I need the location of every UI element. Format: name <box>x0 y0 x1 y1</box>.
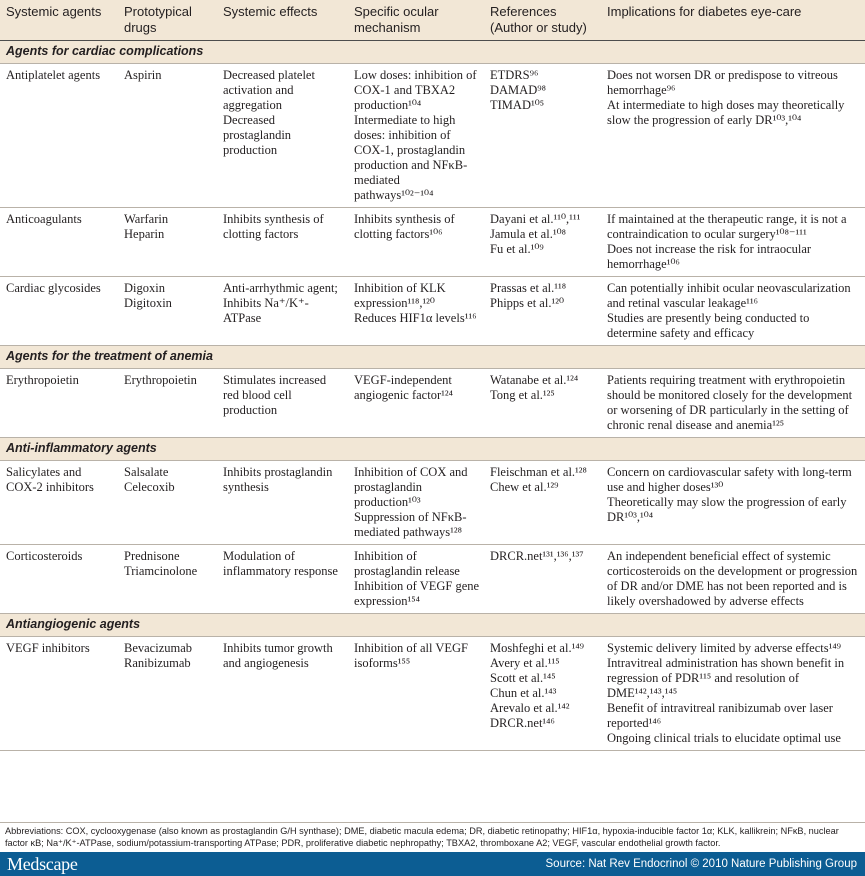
cell-text: Inhibition of COX and prostaglandin production¹⁰³ <box>354 464 468 509</box>
cell-text: If maintained at the therapeutic range, it is not a contraindication to ocular surgery¹⁰⁸⁻¹¹¹ <box>607 211 847 241</box>
cell-text: Prednisone <box>124 548 180 563</box>
section-label: Anti-inflammatory agents <box>0 437 865 460</box>
cell-systemic-agents <box>0 460 118 544</box>
cell-text: Inhibits synthesis of clotting factors <box>223 211 324 241</box>
header-label: (Author or study) <box>490 19 587 35</box>
cell-references <box>484 460 601 544</box>
header-label: Systemic agents <box>6 4 102 19</box>
cell-text: Benefit of intravitreal ranibizumab over laser reported¹⁴⁶ <box>607 700 833 730</box>
cell-ocular-mechanism <box>348 276 484 345</box>
cell-text: DRCR.net¹⁴⁶ <box>490 715 555 730</box>
header-label: References <box>490 4 557 19</box>
cell-ocular-mechanism <box>348 460 484 544</box>
cell-text: Phipps et al.¹²⁰ <box>490 295 564 310</box>
cell-text: Theoretically may slow the progression of early DR¹⁰³,¹⁰⁴ <box>607 494 847 524</box>
cell-text: Avery et al.¹¹⁵ <box>490 655 560 670</box>
header-label: Implications for diabetes eye-care <box>607 4 802 19</box>
source-credit: Source: Nat Rev Endocrinol © 2010 Nature Publishing Group <box>545 858 857 870</box>
cell-references <box>484 636 601 750</box>
cell-text: Intermediate to high doses: inhibition of COX-1, prostaglandin production and NFκB-mediated pathways¹⁰²⁻¹⁰⁴ <box>354 112 468 202</box>
cell-implications <box>601 276 865 345</box>
cell-text: Moshfeghi et al.¹⁴⁹ <box>490 640 585 655</box>
header-label: Prototypical <box>124 4 192 19</box>
cell-systemic-effects <box>217 207 348 276</box>
cell-text: VEGF inhibitors <box>6 640 90 655</box>
footer-bar <box>0 852 865 876</box>
cell-text: Reduces HIF1α levels¹¹⁶ <box>354 310 477 325</box>
table-row <box>0 544 865 613</box>
cell-text: Erythropoietin <box>6 372 79 387</box>
cell-text: Concern on cardiovascular safety with long-term use and higher doses¹³⁰ <box>607 464 852 494</box>
cell-text: Inhibition of KLK expression¹¹⁸,¹²⁰ <box>354 280 446 310</box>
cell-systemic-effects <box>217 276 348 345</box>
cell-text: Arevalo et al.¹⁴² <box>490 700 570 715</box>
header-label: drugs <box>124 19 157 35</box>
cell-text: Tong et al.¹²⁵ <box>490 387 555 402</box>
cell-text: ETDRS⁹⁶ <box>490 67 539 82</box>
table-row <box>0 460 865 544</box>
cell-text: Antiplatelet agents <box>6 67 101 82</box>
cell-ocular-mechanism <box>348 544 484 613</box>
cell-ocular-mechanism <box>348 636 484 750</box>
cell-text: Corticosteroids <box>6 548 83 563</box>
cell-text: Jamula et al.¹⁰⁸ <box>490 226 566 241</box>
cell-text: Fu et al.¹⁰⁹ <box>490 241 544 256</box>
cell-references <box>484 544 601 613</box>
cell-text: Erythropoietin <box>124 372 197 387</box>
cell-systemic-effects <box>217 368 348 437</box>
cell-systemic-effects <box>217 544 348 613</box>
header-label: Specific ocular <box>354 4 439 19</box>
cell-text: Scott et al.¹⁴⁵ <box>490 670 556 685</box>
table-row <box>0 276 865 345</box>
cell-text: Chun et al.¹⁴³ <box>490 685 557 700</box>
section-header-row <box>0 613 865 636</box>
cell-text: Decreased prostaglandin production <box>223 112 292 157</box>
column-header-implications <box>601 0 865 40</box>
cell-text: Suppression of NFκB-mediated pathways¹²⁸ <box>354 509 467 539</box>
table-header <box>0 0 865 40</box>
cell-text: Digitoxin <box>124 295 172 310</box>
cell-systemic-agents <box>0 544 118 613</box>
cell-text: Prassas et al.¹¹⁸ <box>490 280 567 295</box>
cell-ocular-mechanism <box>348 368 484 437</box>
cell-prototypical-drugs <box>118 276 217 345</box>
cell-text: Studies are presently being conducted to determine safety and efficacy <box>607 310 810 340</box>
cell-text: Inhibits prostaglandin synthesis <box>223 464 333 494</box>
cell-systemic-agents <box>0 636 118 750</box>
cell-prototypical-drugs <box>118 460 217 544</box>
column-header-ocular-mechanism <box>348 0 484 40</box>
cell-text: Stimulates increased red blood cell production <box>223 372 327 417</box>
cell-text: Does not worsen DR or predispose to vitreous hemorrhage⁹⁶ <box>607 67 838 97</box>
section-header-row <box>0 437 865 460</box>
cell-text: Modulation of inflammatory response <box>223 548 338 578</box>
cell-text: VEGF-independent angiogenic factor¹²⁴ <box>354 372 453 402</box>
section-label: Antiangiogenic agents <box>0 613 865 636</box>
column-header-systemic-agents <box>0 0 118 40</box>
cell-text: Inhibition of all VEGF isoforms¹⁵⁵ <box>354 640 469 670</box>
cell-text: Celecoxib <box>124 479 175 494</box>
cell-text: Aspirin <box>124 67 162 82</box>
cell-systemic-effects <box>217 636 348 750</box>
cell-systemic-agents <box>0 276 118 345</box>
cell-systemic-agents <box>0 207 118 276</box>
cell-text: Can potentially inhibit ocular neovascularization and retinal vascular leakage¹¹⁶ <box>607 280 851 310</box>
cell-text: Fleischman et al.¹²⁸ <box>490 464 587 479</box>
cell-text: Salicylates and COX-2 inhibitors <box>6 464 94 494</box>
cell-references <box>484 276 601 345</box>
cell-text: Dayani et al.¹¹⁰,¹¹¹ <box>490 211 581 226</box>
cell-text: Anti-arrhythmic agent; Inhibits Na⁺/K⁺-ATPase <box>223 280 338 325</box>
cell-text: Low doses: inhibition of COX-1 and TBXA2 production¹⁰⁴ <box>354 67 477 112</box>
cell-text: Ongoing clinical trials to elucidate optimal use <box>607 730 841 745</box>
cell-implications <box>601 636 865 750</box>
cell-implications <box>601 368 865 437</box>
cell-implications <box>601 207 865 276</box>
column-header-prototypical-drugs <box>118 0 217 40</box>
cell-text: Inhibits synthesis of clotting factors¹⁰⁶ <box>354 211 455 241</box>
cell-text: Inhibition of prostaglandin release <box>354 548 460 578</box>
cell-systemic-effects <box>217 460 348 544</box>
cell-text: Warfarin <box>124 211 169 226</box>
table-row <box>0 207 865 276</box>
cell-systemic-agents <box>0 63 118 207</box>
section-header-row <box>0 345 865 368</box>
cell-text: Inhibition of VEGF gene expression¹⁵⁴ <box>354 578 480 608</box>
header-label: mechanism <box>354 19 421 35</box>
cell-text: Digoxin <box>124 280 165 295</box>
cell-text: DRCR.net¹³¹,¹³⁶,¹³⁷ <box>490 548 584 563</box>
cell-implications <box>601 63 865 207</box>
cell-prototypical-drugs <box>118 544 217 613</box>
cell-prototypical-drugs <box>118 368 217 437</box>
cell-text: Inhibits tumor growth and angiogenesis <box>223 640 333 670</box>
cell-references <box>484 368 601 437</box>
header-row <box>0 0 865 40</box>
cell-references <box>484 207 601 276</box>
abbreviations-note: Abbreviations: COX, cyclooxygenase (also known as prostaglandin G/H synthase); DME, diabetic macula edema; DR, diabetic retinopathy; HIF1α, hypoxia-inducible factor 1α; KLK, kallikrein; NFκB, nuclear factor κB; Na⁺/K⁺-ATPase, sodium/potassium-transporting ATPase; PDR, proliferative diabetic nephropathy; TBXA2, thromboxane A2; VEGF, vascular endothelial growth factor. <box>0 822 865 852</box>
cell-prototypical-drugs <box>118 636 217 750</box>
cell-text: At intermediate to high doses may theoretically slow the progression of early DR¹⁰³,¹⁰⁴ <box>607 97 845 127</box>
table-row <box>0 368 865 437</box>
cell-text: Patients requiring treatment with erythropoietin should be monitored closely for the development or worsening of DR particularly in the setting of chronic renal disease and anemia¹²⁵ <box>607 372 853 432</box>
cell-text: Cardiac glycosides <box>6 280 101 295</box>
cell-text: Watanabe et al.¹²⁴ <box>490 372 579 387</box>
cell-text: Bevacizumab <box>124 640 193 655</box>
cell-text: Chew et al.¹²⁹ <box>490 479 559 494</box>
section-label: Agents for the treatment of anemia <box>0 345 865 368</box>
cell-ocular-mechanism <box>348 63 484 207</box>
cell-text: Does not increase the risk for intraocular hemorrhage¹⁰⁶ <box>607 241 812 271</box>
cell-text: Heparin <box>124 226 165 241</box>
cell-text: TIMAD¹⁰⁵ <box>490 97 545 112</box>
cell-text: An independent beneficial effect of systemic corticosteroids on the development or progression of DR and/or DME has not been reported and is likely overshadowed by adverse effects <box>607 548 858 608</box>
table-row <box>0 636 865 750</box>
cell-text: Ranibizumab <box>124 655 191 670</box>
section-label: Agents for cardiac complications <box>0 40 865 63</box>
cell-text: DAMAD⁹⁸ <box>490 82 546 97</box>
medscape-logo[interactable]: Medscape <box>7 853 78 874</box>
column-header-systemic-effects <box>217 0 348 40</box>
cell-prototypical-drugs <box>118 207 217 276</box>
cell-text: Intravitreal administration has shown benefit in regression of PDR¹¹⁵ and resolution of DME¹⁴²,¹⁴³,¹⁴⁵ <box>607 655 845 700</box>
cell-implications <box>601 544 865 613</box>
section-header-row <box>0 40 865 63</box>
cell-text: Decreased platelet activation and aggregation <box>223 67 315 112</box>
cell-text: Triamcinolone <box>124 563 198 578</box>
cell-references <box>484 63 601 207</box>
cell-text: Systemic delivery limited by adverse effects¹⁴⁹ <box>607 640 842 655</box>
column-header-references <box>484 0 601 40</box>
cell-prototypical-drugs <box>118 63 217 207</box>
header-label: Systemic effects <box>223 4 318 19</box>
cell-systemic-effects <box>217 63 348 207</box>
table-body <box>0 40 865 750</box>
cell-text: Salsalate <box>124 464 169 479</box>
cell-text: Anticoagulants <box>6 211 82 226</box>
table-row <box>0 63 865 207</box>
cell-ocular-mechanism <box>348 207 484 276</box>
cell-systemic-agents <box>0 368 118 437</box>
cell-implications <box>601 460 865 544</box>
